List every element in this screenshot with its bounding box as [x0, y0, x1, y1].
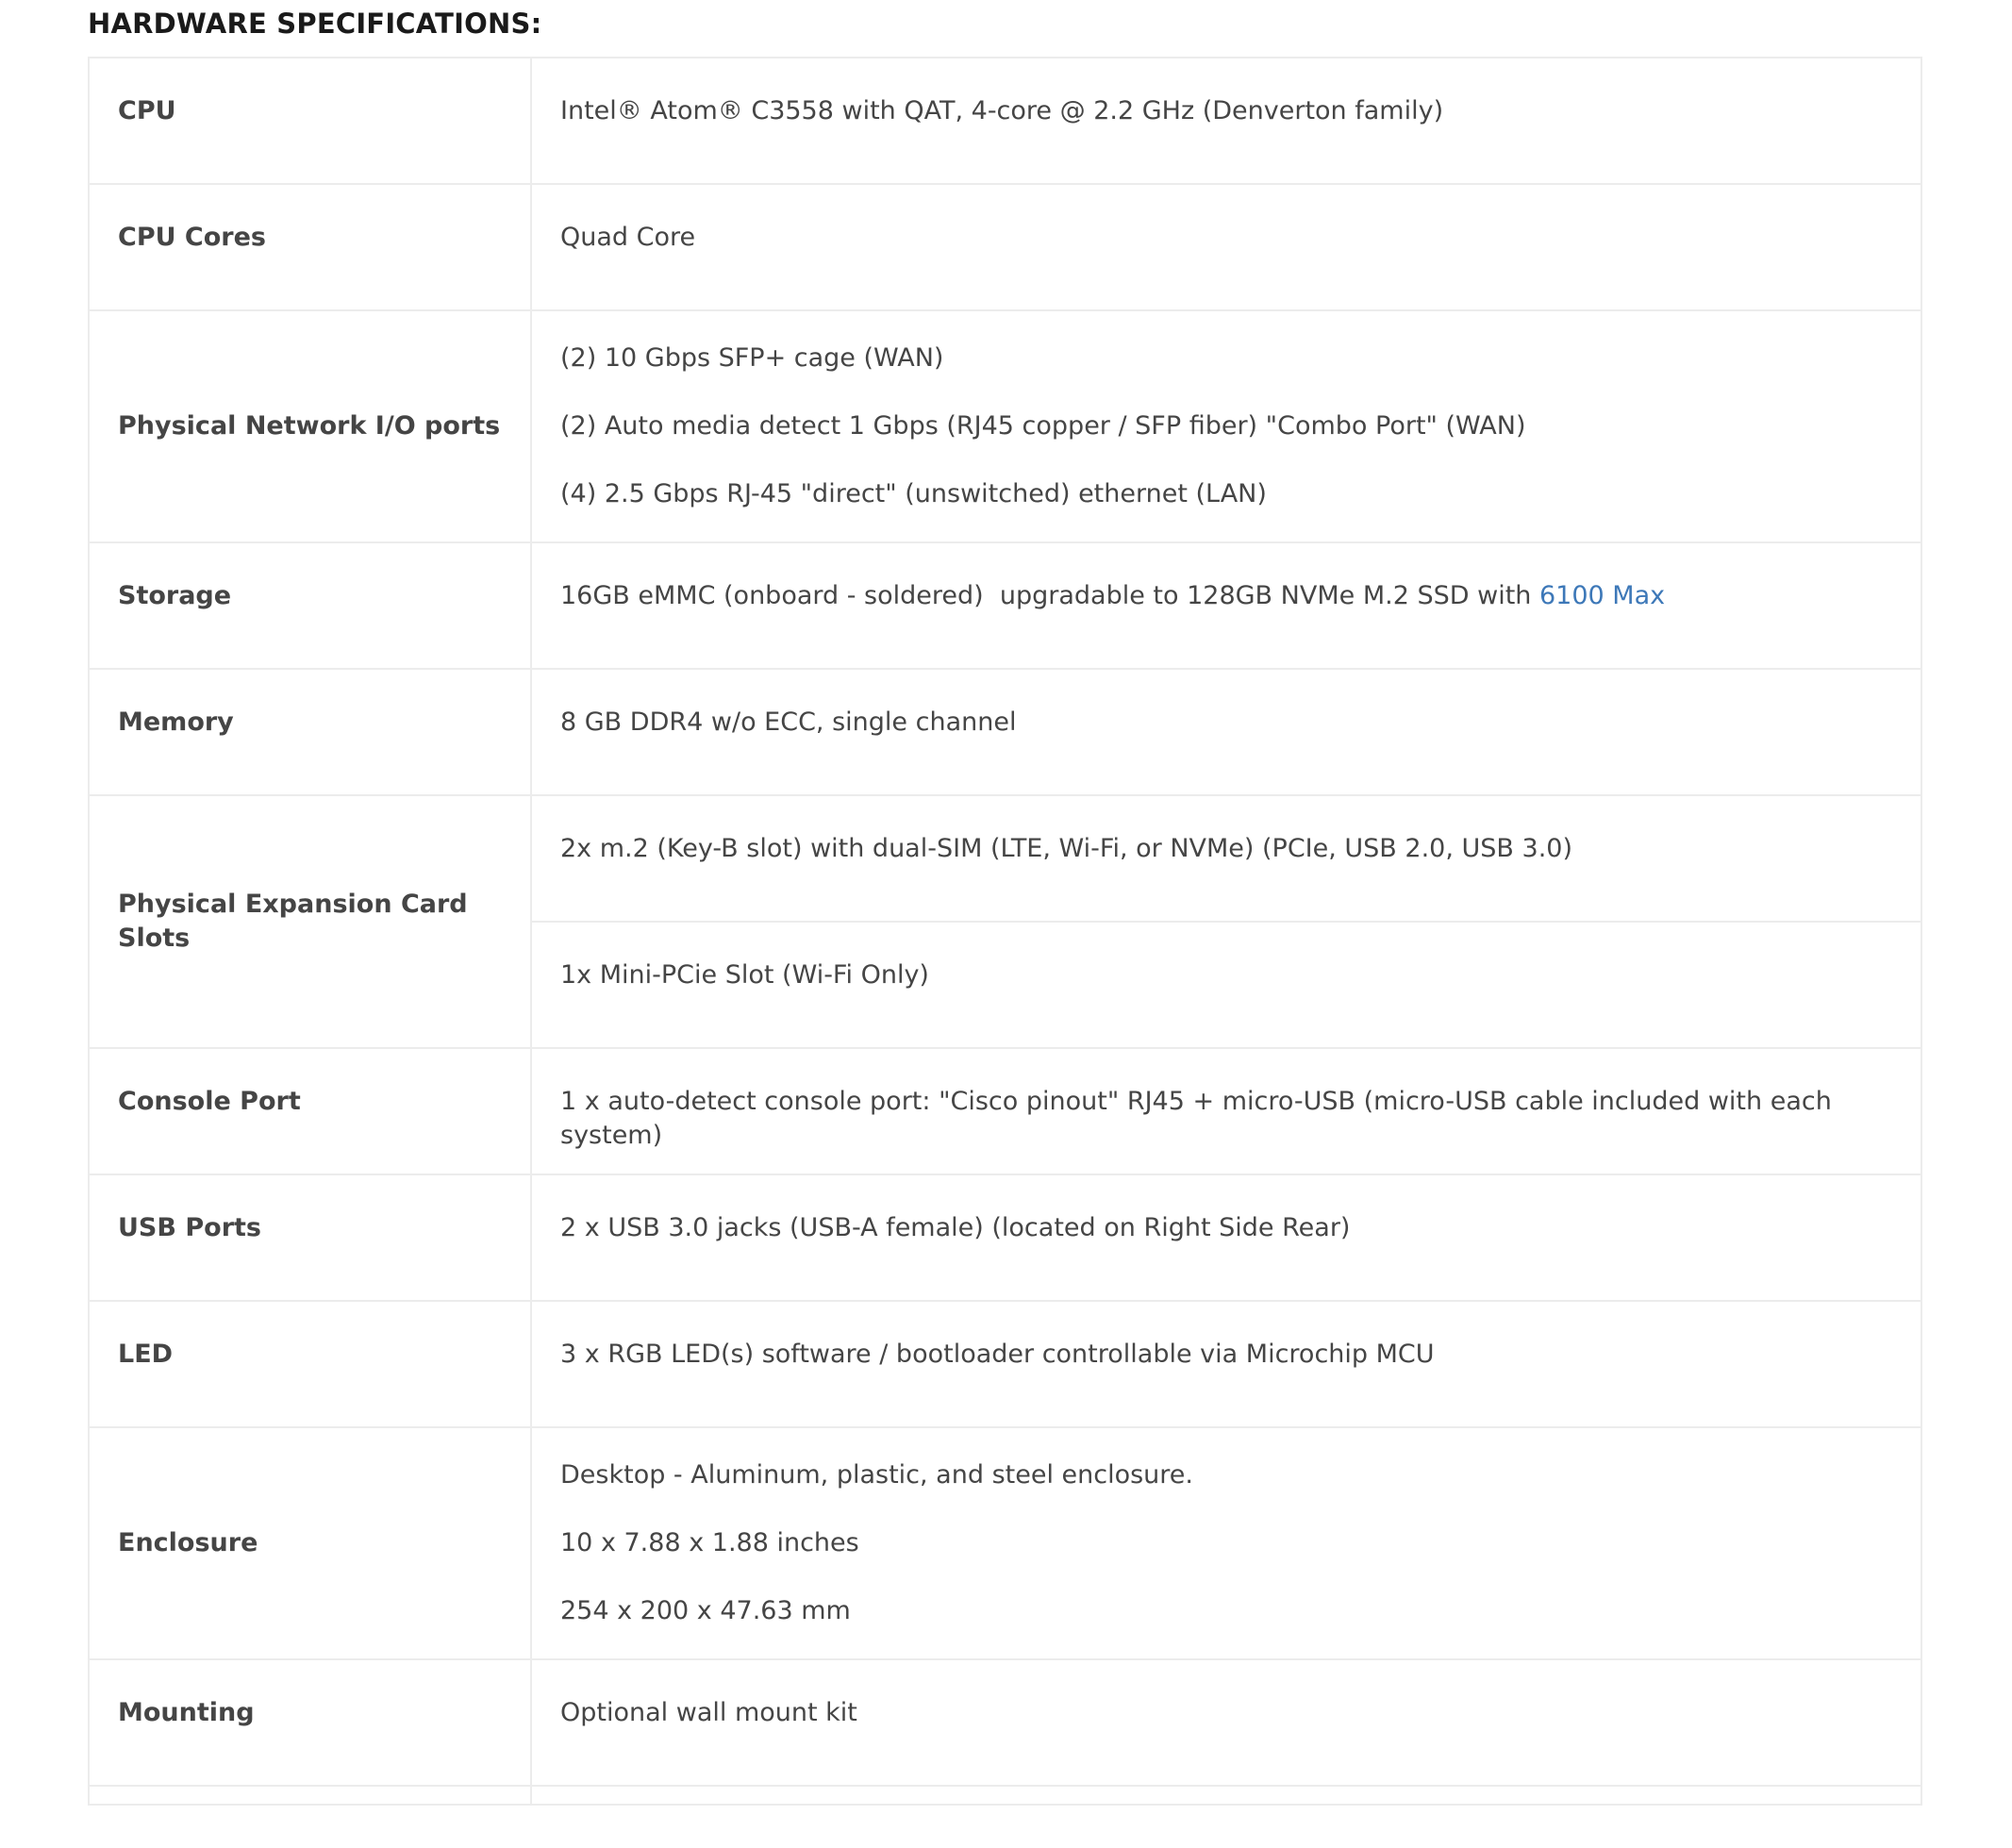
- spec-value-cpu: Intel® Atom® C3558 with QAT, 4-core @ 2.2 GHz (Denverton family): [531, 58, 1921, 184]
- hardware-spec-table: [88, 57, 1922, 1806]
- spec-label-cpu-cores: CPU Cores: [89, 184, 531, 310]
- spec-label-enclosure: Enclosure: [89, 1427, 531, 1659]
- spec-label-network-ports: Physical Network I/O ports: [89, 310, 531, 542]
- spec-value-network-ports: [531, 310, 1921, 542]
- storage-text: 16GB eMMC (onboard - soldered) upgradable to 128GB NVMe M.2 SSD with: [560, 581, 1539, 610]
- table-row: [89, 1427, 1921, 1659]
- spec-value-expansion-m2: 2x m.2 (Key-B slot) with dual-SIM (LTE, Wi-Fi, or NVMe) (PCIe, USB 2.0, USB 3.0): [531, 795, 1921, 922]
- spec-label-console-port: Console Port: [89, 1048, 531, 1174]
- spec-label-cpu: CPU: [89, 58, 531, 184]
- spec-label-mounting: Mounting: [89, 1659, 531, 1786]
- link-6100-max[interactable]: 6100 Max: [1538, 581, 1666, 610]
- table-row: [89, 1786, 1921, 1805]
- spec-value-line: (4) 2.5 Gbps RJ-45 "direct" (unswitched) ethernet (LAN): [560, 479, 1267, 508]
- spec-value-line: 10 x 7.88 x 1.88 inches: [560, 1528, 859, 1557]
- spec-value-enclosure: [531, 1427, 1921, 1659]
- table-row: [89, 1659, 1921, 1786]
- table-row: [89, 542, 1921, 669]
- spec-value-line: (2) 10 Gbps SFP+ cage (WAN): [560, 343, 944, 373]
- spec-value-line: (2) Auto media detect 1 Gbps (RJ45 copper / SFP fiber) "Combo Port" (WAN): [560, 411, 1526, 441]
- table-row: [89, 1048, 1921, 1174]
- section-heading: HARDWARE SPECIFICATIONS:: [88, 8, 542, 40]
- spec-value-cpu-cores: Quad Core: [531, 184, 1921, 310]
- table-row: [89, 1174, 1921, 1301]
- spec-label-expansion-slots: Physical Expansion Card Slots: [89, 795, 531, 1048]
- table-row: [89, 310, 1921, 542]
- table-row: [89, 58, 1921, 184]
- spec-value-storage: [531, 542, 1921, 669]
- spec-label-memory: Memory: [89, 669, 531, 795]
- spec-value-mounting: Optional wall mount kit: [531, 1659, 1921, 1786]
- spec-label-usb-ports: USB Ports: [89, 1174, 531, 1301]
- spec-label-storage: Storage: [89, 542, 531, 669]
- spec-value-console-port: 1 x auto-detect console port: "Cisco pinout" RJ45 + micro-USB (micro-USB cable included with each system): [531, 1048, 1921, 1174]
- spec-label-led: LED: [89, 1301, 531, 1427]
- spec-value-cut-off: [531, 1786, 1921, 1805]
- spec-value-expansion-minipcie: 1x Mini-PCie Slot (Wi-Fi Only): [531, 922, 1921, 1048]
- table-row: [89, 1301, 1921, 1427]
- spec-label-cut-off: [89, 1786, 531, 1805]
- spec-value-memory: 8 GB DDR4 w/o ECC, single channel: [531, 669, 1921, 795]
- table-row: [89, 795, 1921, 922]
- table-row: [89, 669, 1921, 795]
- spec-value-led: 3 x RGB LED(s) software / bootloader controllable via Microchip MCU: [531, 1301, 1921, 1427]
- table-row: [89, 184, 1921, 310]
- spec-value-usb-ports: 2 x USB 3.0 jacks (USB-A female) (located on Right Side Rear): [531, 1174, 1921, 1301]
- spec-value-line: Desktop - Aluminum, plastic, and steel enclosure.: [560, 1460, 1193, 1490]
- spec-value-line: 254 x 200 x 47.63 mm: [560, 1596, 851, 1625]
